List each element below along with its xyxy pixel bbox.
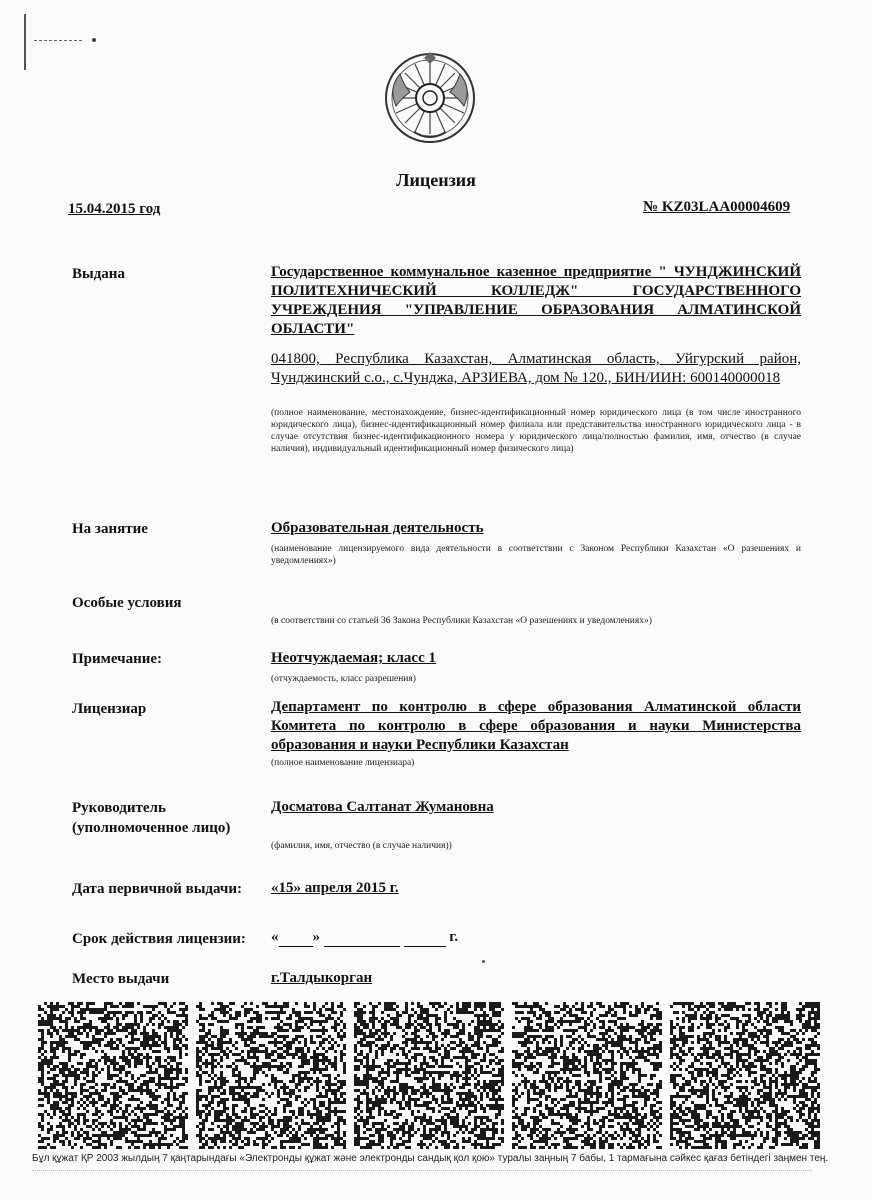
- conditions-label: Особые условия: [72, 595, 182, 611]
- licensor-label: Лицензиар: [72, 701, 147, 717]
- activity-caption: (наименование лицензируемого вида деятельности в соответствии с Законом Республики Казахстан «О разешениях и уведомлениях»): [271, 544, 801, 566]
- note-caption: (отчуждаемость, класс разрешения): [271, 674, 416, 684]
- head-label-line1: Руководитель: [72, 800, 166, 816]
- validity-year-suffix: г.: [449, 929, 459, 945]
- document-date: 15.04.2015 год: [68, 201, 161, 217]
- note-label: Примечание:: [72, 651, 163, 667]
- document-title: Лицензия: [396, 170, 476, 190]
- scan-speck: [482, 960, 485, 963]
- qr-code-icon: [196, 1002, 346, 1150]
- validity-open-quote: «: [271, 929, 279, 945]
- activity-label: На занятие: [72, 521, 148, 537]
- qr-code-icon: [354, 1002, 504, 1150]
- place-label: Место выдачи: [72, 971, 170, 987]
- qr-code-icon: [670, 1002, 820, 1150]
- issued-name: Государственное коммунальное казенное предприятие " ЧУНДЖИНСКИЙ ПОЛИТЕХНИЧЕСКИЙ КОЛЛЕДЖ" ГОСУДАРСТВЕННОГО УЧРЕЖДЕНИЯ "УПРАВЛЕНИЕ ОБРАЗОВАНИЯ АЛМАТИНСКОЙ ОБЛАСТИ": [271, 264, 801, 337]
- issued-address: 041800, Республика Казахстан, Алматинская область, Уйгурский район, Чунджинский с.о., с.Чунджа, АРЗИЕВА, дом № 120., БИН/ИИН: 600140000018: [271, 351, 801, 386]
- kazakhstan-state-emblem-icon: [384, 52, 476, 144]
- license-number: № KZ03LAA00004609: [643, 199, 791, 215]
- validity-close-quote: »: [312, 929, 320, 945]
- validity-label: Срок действия лицензии:: [72, 931, 246, 947]
- issued-caption: (полное наименование, местонахождение, бизнес-идентификационный номер юридического лица (в том числе иностранного юридического лица), бизнес-идентификационный номер филиала или представительства иностранного юридического лица - в случае отсутствия бизнес-идентификационного номера у юридического лица/полностью фамилия, имя, отчество (в случае наличия), индивидуальный идентификационный номер физического лица): [271, 408, 801, 454]
- place-value: г.Талдыкорган: [271, 970, 373, 986]
- note-value: Неотчуждаемая; класс 1: [271, 650, 436, 666]
- footer-legal-note: Бұл құжат ҚР 2003 жылдың 7 қаңтарындағы «Электронды құжат және электронды сандық қол қою» туралы заңның 7 бабы, 1 тармағына сәйкес қағаз бетіндегі заңмен тең.: [32, 1153, 829, 1164]
- head-caption: (фамилия, имя, отчество (в случае наличия)): [271, 841, 452, 851]
- activity-value: Образовательная деятельность: [271, 520, 484, 536]
- licensor-value: Департамент по контролю в сфере образования Алматинской области Комитета по контролю в сфере образования и науки Министерства образования и науки Республики Казахстан: [271, 699, 801, 753]
- first-issue-value: «15» апреля 2015 г.: [271, 880, 399, 896]
- qr-code-row: [38, 1002, 828, 1150]
- scan-edge-dot: [92, 38, 96, 42]
- issued-label: Выдана: [72, 266, 125, 282]
- head-label-line2: (уполномоченное лицо): [72, 820, 231, 836]
- scan-edge-dash: [34, 40, 82, 42]
- footer-dotted-line: [32, 1170, 812, 1175]
- head-label: [72, 798, 230, 838]
- qr-code-icon: [38, 1002, 188, 1150]
- conditions-caption: (в соответствии со статьей 36 Закона Республики Казахстан «О разешениях и уведомлениях»): [271, 616, 652, 626]
- scan-edge-mark: [24, 14, 26, 70]
- validity-blanks: [271, 929, 458, 947]
- first-issue-label: Дата первичной выдачи:: [72, 881, 243, 897]
- qr-code-icon: [512, 1002, 662, 1150]
- head-value: Досматова Салтанат Жумановна: [271, 799, 494, 815]
- licensor-caption: (полное наименование лицензиара): [271, 758, 415, 768]
